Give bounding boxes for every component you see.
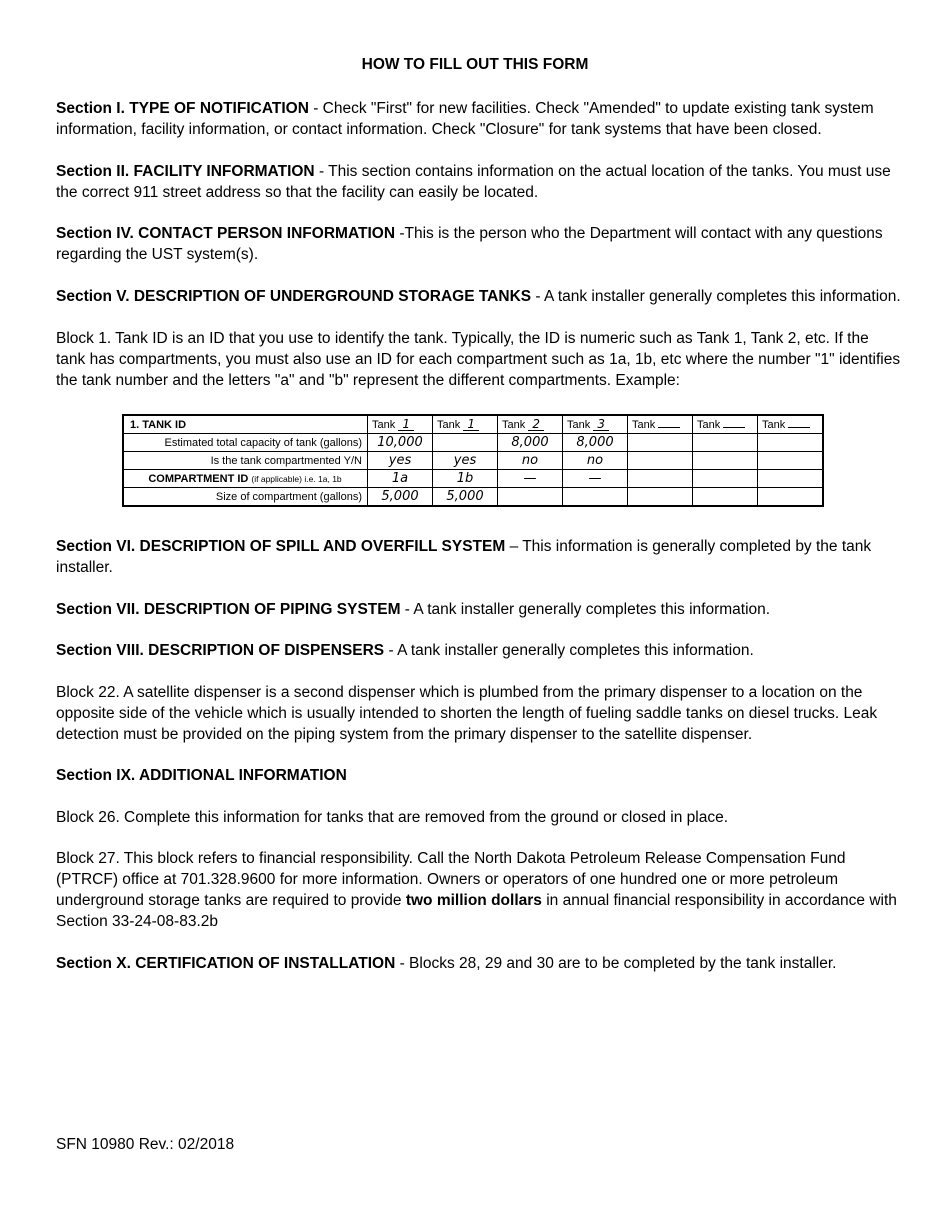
size-cell	[758, 488, 824, 507]
section-8-text: - A tank installer generally completes this information.	[384, 642, 754, 659]
tank-word: Tank	[567, 418, 591, 431]
tank-word: Tank	[502, 418, 526, 431]
section-10-text: - Blocks 28, 29 and 30 are to be completed by the tank installer.	[395, 955, 837, 972]
compartmented-cell: no	[498, 452, 563, 470]
compartment-id-cell: —	[563, 470, 628, 488]
size-cell	[693, 488, 758, 507]
tank-column-header	[498, 415, 563, 434]
section-8-paragraph	[56, 640, 901, 661]
compartment-id-cell: —	[498, 470, 563, 488]
compartmented-row	[123, 452, 823, 470]
compartmented-cell	[693, 452, 758, 470]
tank-id-value: 1	[398, 419, 414, 431]
tank-column-header	[563, 415, 628, 434]
page-title: HOW TO FILL OUT THIS FORM	[361, 56, 589, 73]
size-cell	[563, 488, 628, 507]
section-6-paragraph	[56, 536, 901, 578]
section-4-paragraph	[56, 223, 901, 265]
tank-word: Tank	[437, 418, 461, 431]
table-header-row	[123, 415, 823, 434]
section-10-heading: Section X. CERTIFICATION OF INSTALLATION	[56, 955, 396, 972]
section-6-text: – This information is generally completed by the tank installer.	[56, 538, 872, 576]
tank-word: Tank	[372, 418, 396, 431]
capacity-cell	[433, 434, 498, 452]
section-2-heading: Section II. FACILITY INFORMATION	[56, 163, 315, 180]
compartment-id-cell	[693, 470, 758, 488]
block-27-text-end: in annual financial responsibility in accordance with Section 33-24-08-83.2b	[56, 892, 897, 930]
form-footer: SFN 10980 Rev.: 02/2018	[56, 1136, 235, 1153]
compartmented-label: Is the tank compartmented Y/N	[123, 452, 368, 470]
compartment-id-cell	[758, 470, 824, 488]
size-cell	[498, 488, 563, 507]
tank-column-header	[433, 415, 498, 434]
capacity-label: Estimated total capacity of tank (gallons)	[123, 434, 368, 452]
compartment-id-cell: 1b	[433, 470, 498, 488]
section-1-heading: Section I. TYPE OF NOTIFICATION	[56, 100, 309, 117]
size-row	[123, 488, 823, 507]
tank-id-blank	[723, 418, 745, 428]
section-1-paragraph	[56, 98, 901, 140]
size-cell: 5,000	[433, 488, 498, 507]
size-cell: 5,000	[368, 488, 433, 507]
compartment-id-cell	[628, 470, 693, 488]
capacity-cell	[758, 434, 824, 452]
section-8-heading: Section VIII. DESCRIPTION OF DISPENSERS	[56, 642, 385, 659]
compartmented-cell: yes	[368, 452, 433, 470]
tank-column-header	[628, 415, 693, 434]
tank-id-value: 2	[528, 419, 544, 431]
section-4-text: -This is the person who the Department will contact with any questions regarding the UST system(s).	[56, 225, 883, 263]
section-2-text: - This section contains information on the actual location of the tanks. You must use the correct 911 street address so that the facility can easily be located.	[56, 163, 891, 201]
section-5-heading: Section V. DESCRIPTION OF UNDERGROUND STORAGE TANKS	[56, 288, 532, 305]
size-cell	[628, 488, 693, 507]
capacity-cell: 8,000	[498, 434, 563, 452]
section-7-text: - A tank installer generally completes this information.	[400, 601, 771, 618]
section-7-paragraph	[56, 599, 901, 620]
compartmented-cell	[628, 452, 693, 470]
compartmented-cell: yes	[433, 452, 498, 470]
tank-id-blank	[658, 418, 680, 428]
compartment-id-row	[123, 470, 823, 488]
block-26-paragraph: Block 26. Complete this information for tanks that are removed from the ground or closed in place.	[56, 809, 729, 826]
capacity-row	[123, 434, 823, 452]
tank-id-value: 1	[463, 419, 479, 431]
section-9-heading: Section IX. ADDITIONAL INFORMATION	[56, 767, 347, 784]
block-22-paragraph: Block 22. A satellite dispenser is a second dispenser which is plumbed from the primary dispenser to a location on the opposite side of the vehicle which is usually intended to shorten the length of fueling saddle tanks on diesel trucks. Leak detection must be provided on the piping system from the primary dispenser to the satellite dispenser.	[56, 684, 878, 743]
tank-id-blank	[788, 418, 810, 428]
capacity-cell: 10,000	[368, 434, 433, 452]
tank-id-header: 1. TANK ID	[123, 415, 368, 434]
compartment-id-note: (if applicable) i.e. 1a, 1b	[251, 473, 342, 484]
block-27-paragraph	[56, 848, 901, 932]
capacity-cell	[628, 434, 693, 452]
tank-id-value: 3	[593, 419, 609, 431]
section-7-heading: Section VII. DESCRIPTION OF PIPING SYSTEM	[56, 601, 401, 618]
tank-word: Tank	[632, 419, 656, 431]
tank-id-example-table	[122, 414, 824, 507]
section-1-text: - Check "First" for new facilities. Check "Amended" to update existing tank system information, facility information, or contact information. Check "Closure" for tank systems that have been closed.	[56, 100, 874, 138]
size-label: Size of compartment (gallons)	[123, 488, 368, 507]
section-2-paragraph	[56, 161, 901, 203]
compartmented-cell: no	[563, 452, 628, 470]
compartmented-cell	[758, 452, 824, 470]
section-4-heading: Section IV. CONTACT PERSON INFORMATION	[56, 225, 396, 242]
tank-column-header	[693, 415, 758, 434]
compartment-id-cell: 1a	[368, 470, 433, 488]
tank-column-header	[758, 415, 824, 434]
section-6-heading: Section VI. DESCRIPTION OF SPILL AND OVERFILL SYSTEM	[56, 538, 506, 555]
capacity-cell: 8,000	[563, 434, 628, 452]
section-9-paragraph	[56, 765, 901, 786]
block-27-text: Block 27. This block refers to financial responsibility. Call the North Dakota Petroleum Release Compensation Fund (PTRCF) office at 701.328.9600 for more information. Owners or operators of one hundred one or more petroleum underground storage tanks are required to provide	[56, 850, 846, 909]
section-5-text: - A tank installer generally completes this information.	[531, 288, 901, 305]
tank-column-header	[368, 415, 433, 434]
compartment-id-label: COMPARTMENT ID	[148, 472, 249, 485]
block-27-emphasis: two million dollars	[405, 892, 542, 909]
tank-word: Tank	[697, 419, 721, 431]
section-5-paragraph	[56, 286, 901, 307]
block-1-paragraph: Block 1. Tank ID is an ID that you use to identify the tank. Typically, the ID is numeric such as Tank 1, Tank 2, etc. If the tank has compartments, you must also use an ID for each compartment such as 1a, 1b, etc where the number "1" identifies the tank number and the letters "a" and "b" represent the different compartments. Example:	[56, 330, 901, 389]
section-10-paragraph	[56, 953, 901, 974]
capacity-cell	[693, 434, 758, 452]
tank-word: Tank	[762, 419, 786, 431]
compartment-id-label-cell	[123, 470, 368, 488]
